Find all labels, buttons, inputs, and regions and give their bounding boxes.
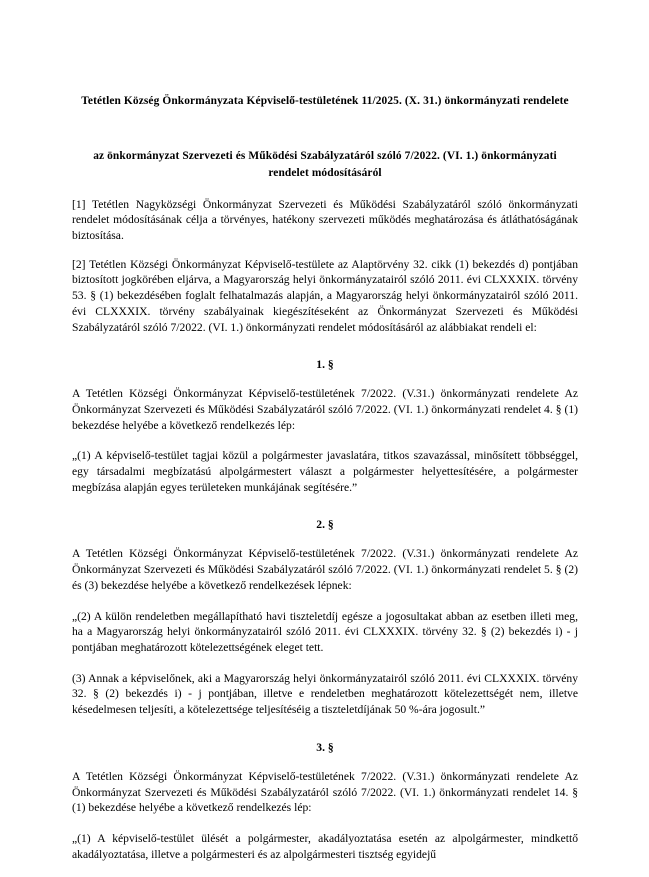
section-1-amendment-text: „(1) A képviselő-testület tagjai közül a polgármester javaslatára, titkos szavazással, minősített többséggel, egy társadalmi megbízatású alpolgármestert választ a polgármester helyettesítésére, a polgármester megbízása alapján egyes területeken munkájának segítésére.”: [72, 449, 578, 494]
document-text-column: [72, 0, 578, 862]
section-heading-2: 2. §: [316, 518, 334, 532]
section-heading-3: 3. §: [316, 740, 334, 754]
section-1-intro: A Tetétlen Községi Önkormányzat Képviselő-testületének 7/2022. (V.31.) önkormányzati rendelete Az Önkormányzat Szervezeti és Működési Szabályzatáról szóló 7/2022. (VI. 1.) önkormányzati rendelet 4. § (1) bekezdése helyébe a következő rendelkezés lép:: [72, 387, 578, 432]
section-3-intro: A Tetétlen Községi Önkormányzat Képviselő-testületének 7/2022. (V.31.) önkormányzati rendelete Az Önkormányzat Szervezeti és Működési Szabályzatáról szóló 7/2022. (VI. 1.) önkormányzati rendelet 14. § (1) bekezdése helyébe a következő rendelkezés lép:: [72, 769, 578, 815]
preamble-paragraph-2: [2] Tetétlen Községi Önkormányzat Képviselő-testülete az Alaptörvény 32. cikk (1) bekezdés d) pontjában biztosított jogkörében eljárva, a Magyarország helyi önkormányzatairól szóló 2011. évi CLXXXIX. törvény 53. § (1) bekezdésében foglalt felhatalmazás alapján, a Magyarország helyi önkormányzatairól szóló 2011. évi CLXXXIX. törvény szabályainak kiegészítéseként az Önkormányzat Szervezeti és Működési Szabályzatáról szóló 7/2022. (VI. 1.) önkormányzati rendelet módosításáról az alábbiakat rendeli el:: [72, 257, 578, 334]
section-2-amendment-text-paragraph-3: (3) Annak a képviselőnek, aki a Magyarország helyi önkormányzatairól szóló 2011. évi CLXXXIX. törvény 32. § (2) bekezdés i) - j pontjában, illetve e rendeletben meghatározott kötelezettségét nem, illetve késedelmesen teljesíti, a kötelezettsége teljesítéséig a tiszteletdíjának 50 %-ára jogosult.”: [72, 671, 578, 717]
section-2-intro: A Tetétlen Községi Önkormányzat Képviselő-testületének 7/2022. (V.31.) önkormányzati rendelete Az Önkormányzat Szervezeti és Működési Szabályzatáról szóló 7/2022. (VI. 1.) önkormányzati rendelet 5. § (2) és (3) bekezdése helyébe a következő rendelkezések lépnek:: [72, 547, 578, 592]
preamble-paragraph-1: [1] Tetétlen Nagyközségi Önkormányzat Szervezeti és Működési Szabályzatáról szóló önkormányzati rendelet módosításának célja a törvényes, hatékony szervezeti működés meghatározása és átláthatóságának biztosítása.: [72, 197, 578, 243]
page-title: Tetétlen Község Önkormányzata Képviselő-testületének 11/2025. (X. 31.) önkormányzati rendelete: [81, 95, 569, 107]
section-heading-1: 1. §: [316, 358, 334, 372]
title-block: [72, 0, 578, 182]
section-3-amendment-text: „(1) A képviselő-testület ülését a polgármester, akadályoztatása esetén az alpolgármester, mindkettő akadályoztatása, illetve a polgármesteri és az alpolgármesteri tisztség egyidejű: [72, 831, 578, 861]
page-subtitle: az önkormányzat Szervezeti és Működési Szabályzatáról szóló 7/2022. (VI. 1.) önkormányzati rendelet módosításáról: [93, 149, 557, 179]
section-2-amendment-text-paragraph-2: „(2) A külön rendeletben megállapítható havi tiszteletdíj egésze a jogosultakat abban az esetben illeti meg, ha a Magyarország helyi önkormányzatairól szóló 2011. évi CLXXXIX. törvény 32. § (2) bekezdés i) - j pontjában meghatározott kötelezettségének eleget tett.: [72, 609, 578, 654]
